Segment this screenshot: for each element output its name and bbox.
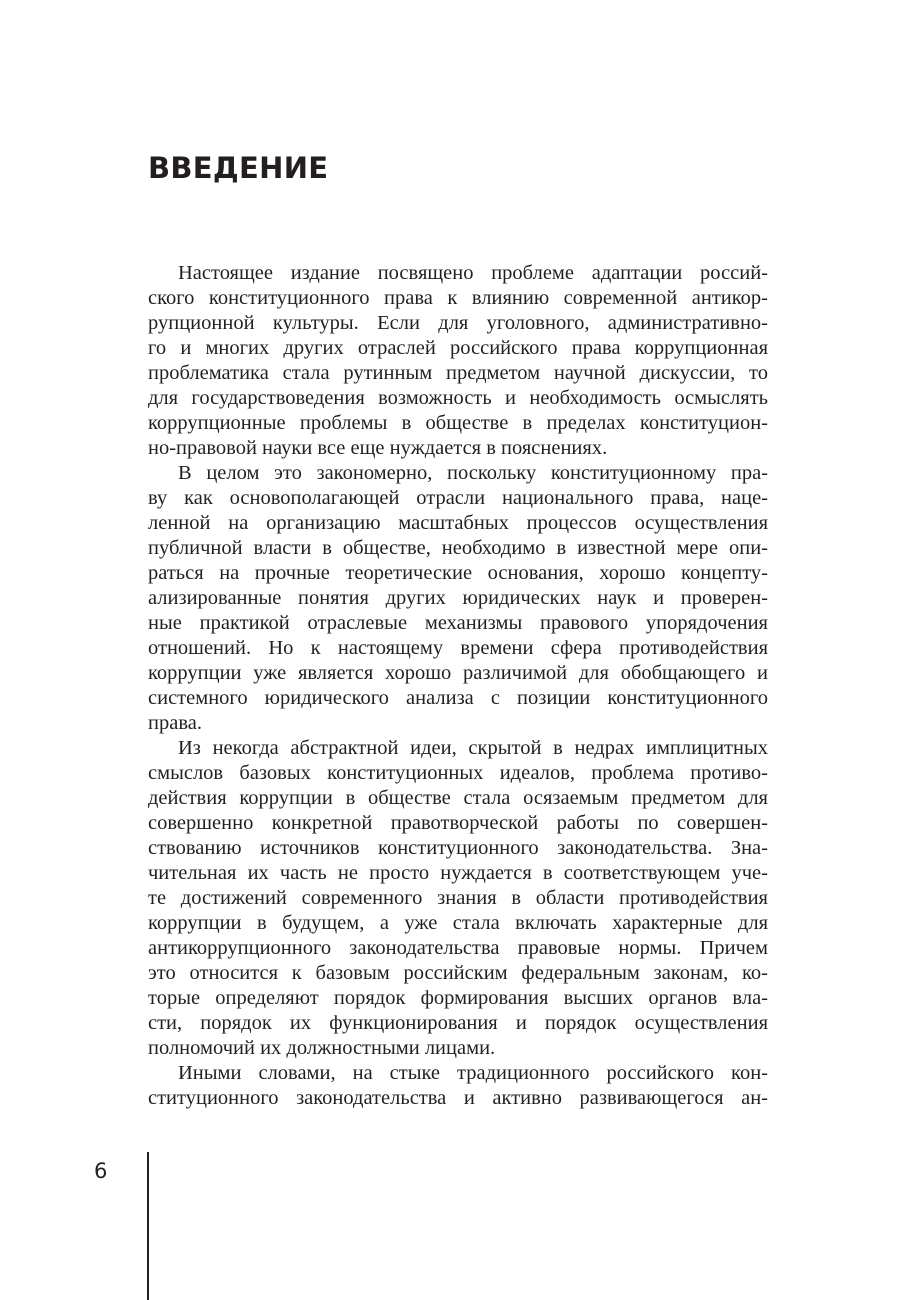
text-line: Из некогда абстрактной идеи, скрытой в недрах имплицитных xyxy=(178,737,768,759)
text-line: ву как основополагающей отрасли национального права, наце- xyxy=(148,487,768,509)
text-line: действия коррупции в обществе стала осязаемым предметом для xyxy=(148,787,768,809)
text-line: рупционной культуры. Если для уголовного, административно- xyxy=(148,312,768,334)
text-line: ституционного законодательства и активно развивающегося ан- xyxy=(148,1087,768,1109)
text-line: права. xyxy=(148,712,202,734)
paragraph xyxy=(148,461,768,736)
text-line: раться на прочные теоретические основания, хорошо концепту- xyxy=(148,562,768,584)
text-line: коррупционные проблемы в обществе в пределах конституцион- xyxy=(148,412,768,434)
text-line: системного юридического анализа с позиции конституционного xyxy=(148,687,768,709)
text-line: Настоящее издание посвящено проблеме адаптации россий- xyxy=(178,262,768,284)
text-line: но-правовой науки все еще нуждается в пояснениях. xyxy=(148,437,608,459)
text-line: для государствоведения возможность и необходимость осмыслять xyxy=(148,387,768,409)
text-line: ализированные понятия других юридических наук и проверен- xyxy=(148,587,768,609)
text-line: те достижений современного знания в области противодействия xyxy=(148,887,768,909)
page-number: 6 xyxy=(94,1159,108,1183)
paragraph xyxy=(148,1061,768,1111)
text-line: антикоррупционного законодательства правовые нормы. Причем xyxy=(148,937,768,959)
text-line: полномочий их должностными лицами. xyxy=(148,1037,496,1059)
text-line: Иными словами, на стыке традиционного российского кон- xyxy=(178,1062,768,1084)
text-line: ского конституционного права к влиянию современной антикор- xyxy=(148,287,768,309)
text-line: совершенно конкретной правотворческой работы по совершен- xyxy=(148,812,768,834)
text-line: отношений. Но к настоящему времени сфера противодействия xyxy=(148,637,768,659)
text-line: чительная их часть не просто нуждается в соответствующем уче- xyxy=(148,862,768,884)
paragraph xyxy=(148,736,768,1061)
text-line: ствованию источников конституционного законодательства. Зна- xyxy=(148,837,768,859)
text-line: сти, порядок их функционирования и порядок осуществления xyxy=(148,1012,768,1034)
text-line: это относится к базовым российским федеральным законам, ко- xyxy=(148,962,768,984)
text-line: коррупции уже является хорошо различимой для обобщающего и xyxy=(148,662,768,684)
text-line: ленной на организацию масштабных процессов осуществления xyxy=(148,512,768,534)
margin-rule xyxy=(147,1152,149,1300)
text-line: публичной власти в обществе, необходимо в известной мере опи- xyxy=(148,537,768,559)
text-line: го и многих других отраслей российского права коррупционная xyxy=(148,337,768,359)
text-line: В целом это закономерно, поскольку конституционному пра- xyxy=(178,462,768,484)
paragraph xyxy=(148,261,768,461)
text-line: торые определяют порядок формирования высших органов вла- xyxy=(148,987,768,1009)
page-title: ВВЕДЕНИЕ xyxy=(148,151,329,185)
text-line: коррупции в будущем, а уже стала включать характерные для xyxy=(148,912,768,934)
text-line: проблематика стала рутинным предметом научной дискуссии, то xyxy=(148,362,768,384)
body-text xyxy=(148,261,768,1111)
text-line: смыслов базовых конституционных идеалов, проблема противо- xyxy=(148,762,768,784)
text-line: ные практикой отраслевые механизмы правового упорядочения xyxy=(148,612,768,634)
